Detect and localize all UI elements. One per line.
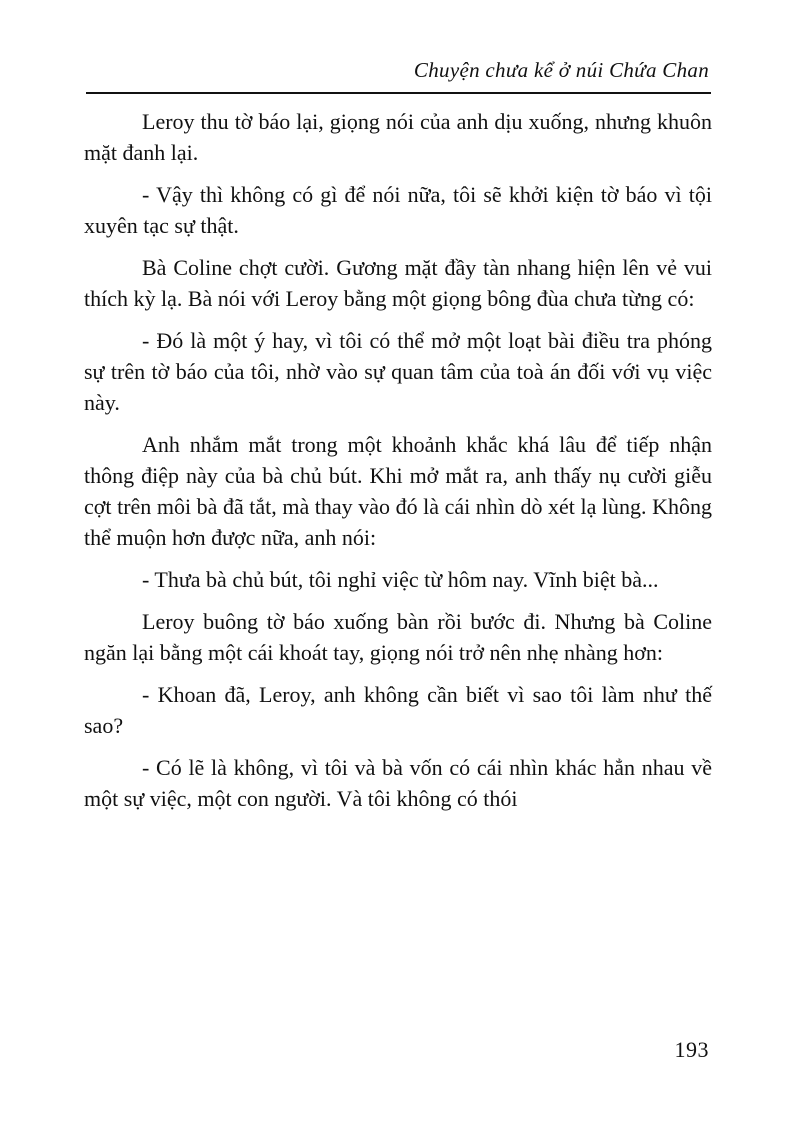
paragraph-2: - Vậy thì không có gì để nói nữa, tôi sẽ khởi kiện tờ báo vì tội xuyên tạc sự thật. <box>84 182 712 238</box>
paragraph-9: - Có lẽ là không, vì tôi và bà vốn có cái nhìn khác hẳn nhau về một sự việc, một con người. Và tôi không có thói <box>84 755 712 811</box>
paragraph-3: Bà Coline chợt cười. Gương mặt đầy tàn nhang hiện lên vẻ vui thích kỳ lạ. Bà nói với Leroy bằng một giọng bông đùa chưa từng có: <box>84 255 712 311</box>
header-rule <box>86 92 711 94</box>
paragraph-1: Leroy thu tờ báo lại, giọng nói của anh dịu xuống, nhưng khuôn mặt đanh lại. <box>84 109 712 165</box>
paragraph-7: Leroy buông tờ báo xuống bàn rồi bước đi. Nhưng bà Coline ngăn lại bằng một cái khoát tay, giọng nói trở nên nhẹ nhàng hơn: <box>84 609 712 665</box>
page-body <box>84 106 712 825</box>
page-number: 193 <box>674 1037 709 1062</box>
paragraph-6: - Thưa bà chủ bút, tôi nghỉ việc từ hôm nay. Vĩnh biệt bà... <box>142 567 659 592</box>
paragraph-5: Anh nhắm mắt trong một khoảnh khắc khá lâu để tiếp nhận thông điệp này của bà chủ bút. Khi mở mắt ra, anh thấy nụ cười giễu cợt trên môi bà đã tắt, mà thay vào đó là cái nhìn dò xét lạ lùng. Không thể muộn hơn được nữa, anh nói: <box>84 432 712 550</box>
running-title: Chuyện chưa kể ở núi Chứa Chan <box>413 58 709 82</box>
paragraph-8: - Khoan đã, Leroy, anh không cần biết vì sao tôi làm như thế sao? <box>84 682 712 738</box>
paragraph-4: - Đó là một ý hay, vì tôi có thể mở một loạt bài điều tra phóng sự trên tờ báo của tôi, nhờ vào sự quan tâm của toà án đối với vụ việc này. <box>84 328 712 415</box>
